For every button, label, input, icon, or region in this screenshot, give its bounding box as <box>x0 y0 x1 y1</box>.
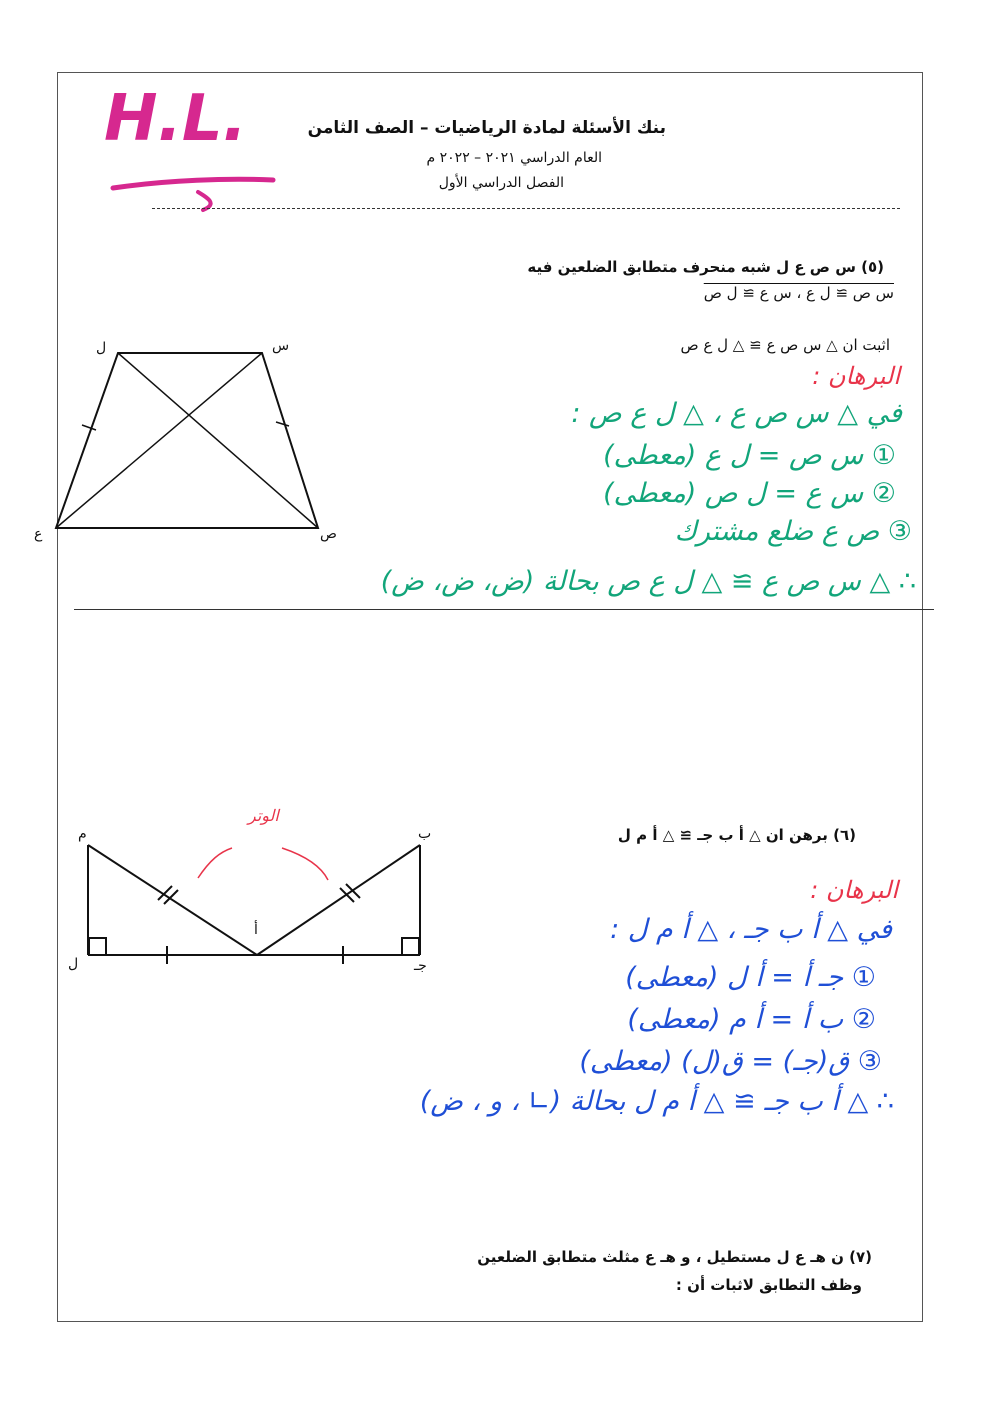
header-title: بنك الأسئلة لمادة الرياضيات – الصف الثامن <box>307 118 666 138</box>
trapezoid-figure <box>30 330 350 550</box>
header-year: العام الدراسي ٢٠٢١ – ٢٠٢٢ م <box>426 150 602 166</box>
hl-logo: H.L. <box>104 82 247 156</box>
q6-proof-line-1: في △ أ ب جـ ، △ أ م ل : <box>610 914 892 945</box>
section-divider <box>74 609 934 610</box>
q5-proof-line-4: ③ ص ع ضلع مشترك <box>674 516 912 547</box>
q7-statement: (٧) ن هـ ع ل مستطيل ، و هـ ع مثلث متطابق الضلعين <box>477 1248 872 1266</box>
q6-label-l: ل <box>68 956 79 972</box>
q5-label-a: ع <box>34 526 43 542</box>
q5-given: س ص ≅ ل ع ، س ع ≅ ل ص <box>703 284 894 302</box>
q6-proof-line-5: ∴ △ أ ب جـ ≅ △ أ م ل بحالة (∟ ، و ، ض) <box>419 1086 894 1117</box>
q6-label-j: جـ <box>414 958 427 974</box>
q5-label-s: س <box>272 338 290 354</box>
q5-proof-heading: البرهان : <box>812 362 900 390</box>
q5-proof-line-3: ② س ع = ل ص (معطى) <box>603 478 896 509</box>
q6-proof-line-2: ① جـ أ = أ ل (معطى) <box>625 962 876 993</box>
hypotenuse-label: الوتر <box>248 806 279 825</box>
q5-proof-line-5: ∴ △ س ص ع ≅ △ ل ع ص بحالة (ض، ض، ض) <box>380 566 916 597</box>
header-term: الفصل الدراسي الأول <box>438 175 564 191</box>
two-triangles-figure <box>70 800 440 980</box>
q6-label-a: أ <box>254 922 258 938</box>
q5-label-s2: ص <box>320 526 337 542</box>
q5-statement: (٥) س ص ع ل شبه منحرف متطابق الضلعين فيه <box>527 258 884 276</box>
q5-proof-line-1: في △ س ص ع ، △ ل ع ص : <box>571 398 902 429</box>
q7-instruction: وظف التطابق لاثبات أن : <box>675 1276 862 1294</box>
q6-label-b: ب <box>418 826 432 842</box>
q5-label-l: ل <box>96 340 107 356</box>
q6-proof-line-3: ② ب أ = أ م (معطى) <box>627 1004 876 1035</box>
q6-proof-heading: البرهان : <box>810 876 898 904</box>
logo-underline <box>108 170 288 220</box>
q6-proof-line-4: ③ ق(جـ) = ق(ل) (معطى) <box>579 1046 882 1077</box>
q6-label-m: م <box>78 826 87 842</box>
q5-prove: اثبت ان △ س ص ع ≅ △ ل ع ص <box>680 336 890 354</box>
q5-proof-line-2: ① س ص = ل ع (معطى) <box>603 440 896 471</box>
q6-statement: (٦) برهن ان △ أ ب جـ ≅ △ أ م ل <box>617 826 856 844</box>
header-divider <box>152 208 900 209</box>
